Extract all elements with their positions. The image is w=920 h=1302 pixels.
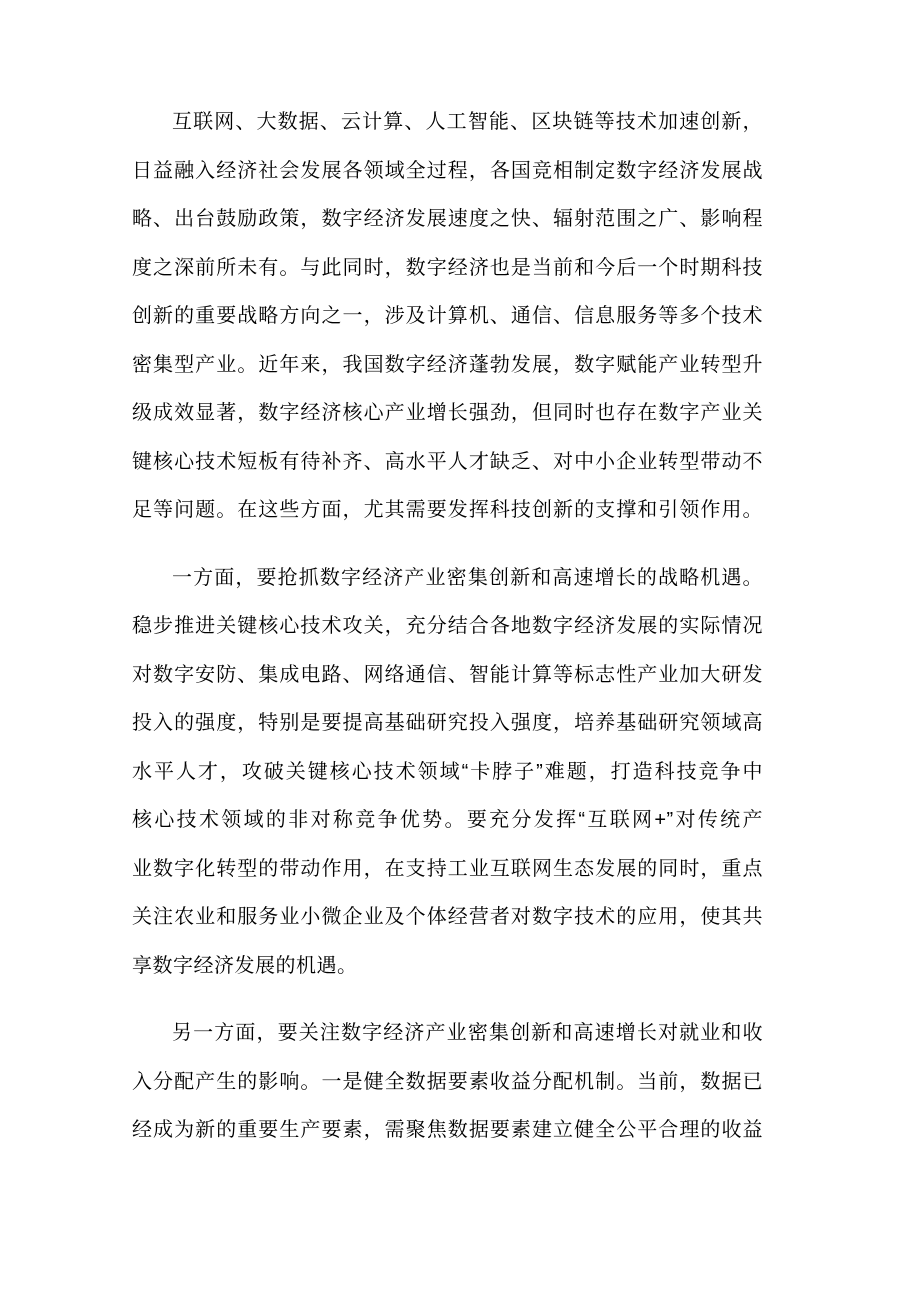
text-line: 关注农业和服务业小微企业及个体经营者对数字技术的应用，使其共 (132, 906, 763, 928)
text-line: 级成效显著，数字经济核心产业增长强劲，但同时也存在数字产业关 (132, 402, 763, 424)
text-line: 对数字安防、集成电路、网络通信、智能计算等标志性产业加大研发 (132, 663, 763, 686)
text-line: 一方面，要抢抓数字经济产业密集创新和高速增长的战略机遇。 (172, 566, 763, 589)
text-line: 享数字经济发展的机遇。 (132, 954, 358, 977)
text-line: 核心技术领域的非对称竞争优势。要充分发挥“互联网+”对传统产 (132, 809, 763, 831)
text-line: 投入的强度，特别是要提高基础研究投入强度，培养基础研究领域高 (132, 712, 763, 734)
text-line: 稳步推进关键核心技术攻关，充分结合各地数字经济发展的实际情况 (132, 615, 763, 637)
text-line: 互联网、大数据、云计算、人工智能、区块链等技术加速创新， (172, 111, 763, 133)
document-text-block (132, 98, 763, 1155)
text-line: 创新的重要战略方向之一，涉及计算机、通信、信息服务等多个技术 (132, 305, 763, 327)
text-line: 经成为新的重要生产要素，需聚焦数据要素建立健全公平合理的收益 (132, 1119, 763, 1141)
text-line: 键核心技术短板有待补齐、高水平人才缺乏、对中小企业转型带动不 (132, 450, 763, 473)
text-line: 足等问题。在这些方面，尤其需要发挥科技创新的支撑和引领作用。 (132, 499, 763, 521)
text-line: 密集型产业。近年来，我国数字经济蓬勃发展，数字赋能产业转型升 (132, 353, 763, 376)
paragraph-3 (132, 1009, 763, 1155)
text-line: 度之深前所未有。与此同时，数字经济也是当前和今后一个时期科技 (132, 256, 763, 279)
text-line: 另一方面，要关注数字经济产业密集创新和高速增长对就业和收 (172, 1022, 763, 1044)
text-line: 日益融入经济社会发展各领域全过程，各国竞相制定数字经济发展战 (132, 159, 763, 182)
text-line: 入分配产生的影响。一是健全数据要素收益分配机制。当前，数据已 (132, 1070, 763, 1093)
text-line: 水平人才，攻破关键核心技术领域“卡脖子”难题，打造科技竞争中 (132, 760, 763, 783)
text-line: 业数字化转型的带动作用，在支持工业互联网生态发展的同时，重点 (132, 857, 763, 880)
paragraph-2 (132, 554, 763, 991)
text-line: 略、出台鼓励政策，数字经济发展速度之快、辐射范围之广、影响程 (132, 208, 763, 230)
paragraph-1 (132, 98, 763, 535)
